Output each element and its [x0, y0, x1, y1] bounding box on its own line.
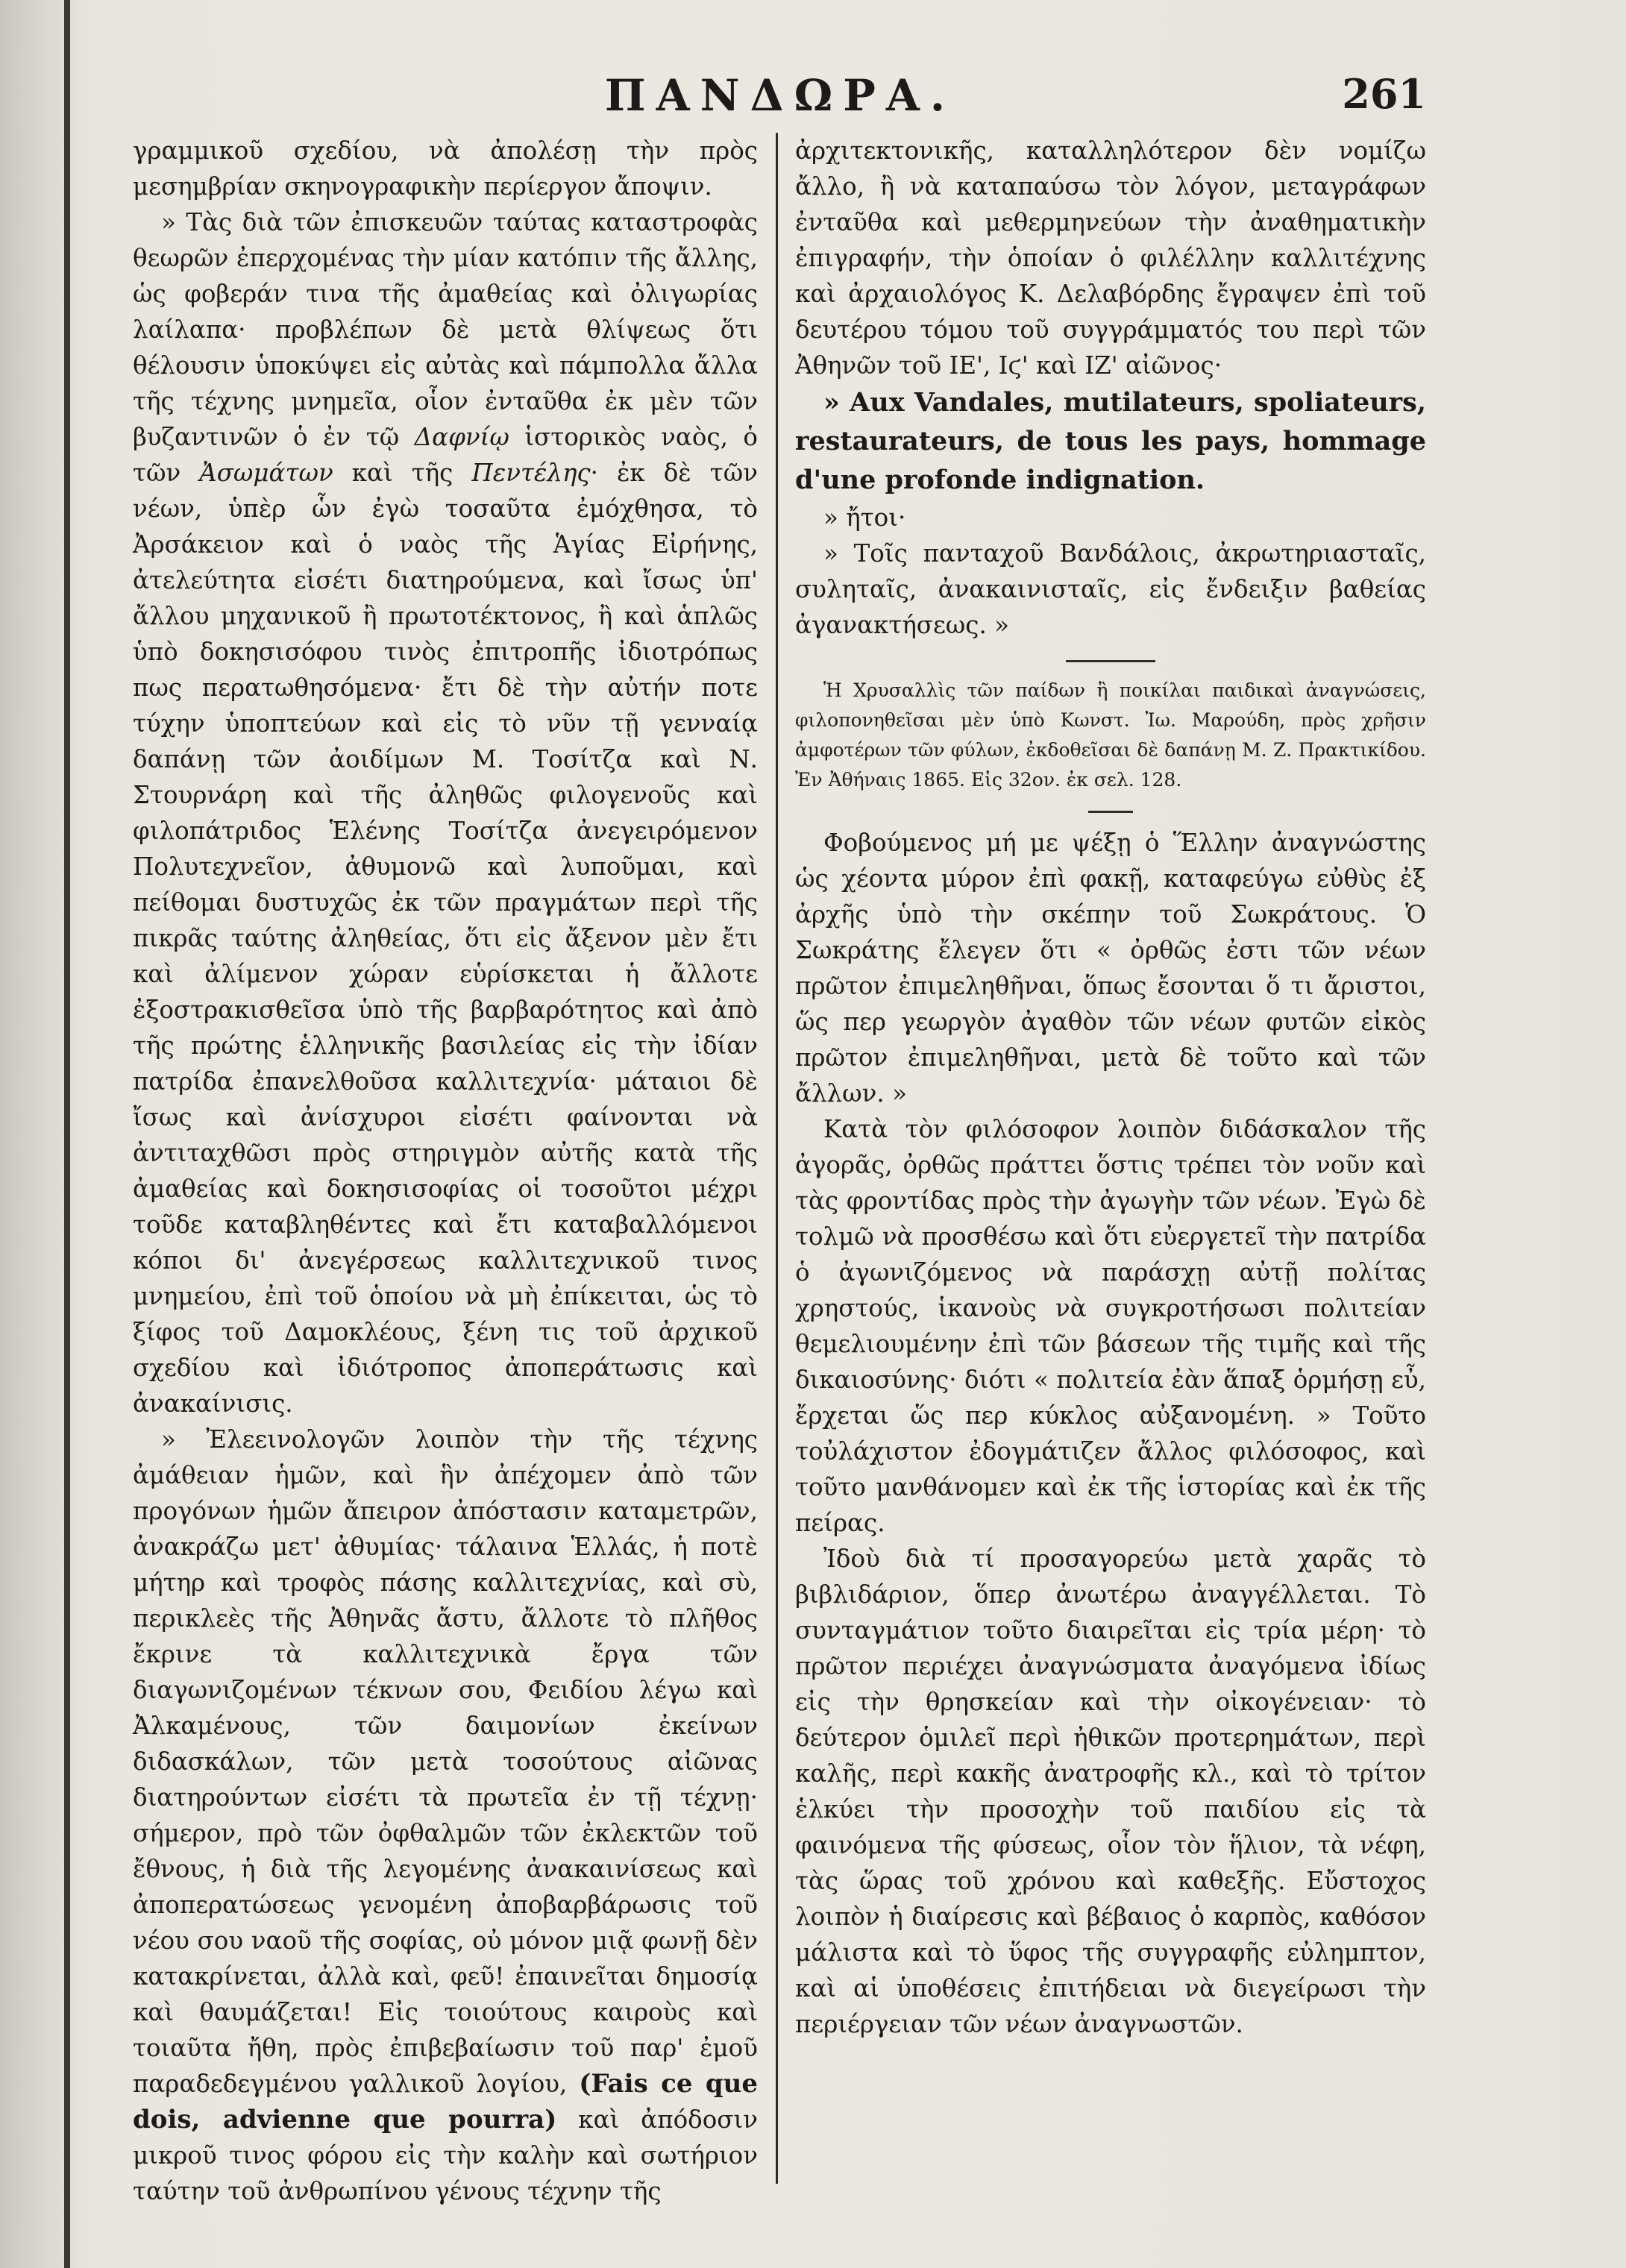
short-divider [795, 795, 1426, 825]
paragraph: ἀρχιτεκτονικῆς, καταλληλότερον δὲν νομίζω ἄλλο, ἢ νὰ καταπαύσω τὸν λόγον, μεταγράφων ἐνταῦθα καὶ μεθερμηνεύων τὴν ἀναθηματικὴν ἐπιγραφήν, τὴν ὁποίαν ὁ φιλέλλην καλλιτέχνης καὶ ἀρχαιολόγος Κ. Δελαβόρδης ἔγραψεν ἐπὶ τοῦ δευτέρου τόμου τοῦ συγγράμματός του περὶ τῶν Ἀθηνῶν τοῦ ΙΕ', Ιϛ' καὶ ΙΖ' αἰῶνος· [795, 136, 1426, 380]
place-name-italic: Ἀσωμάτων [199, 459, 333, 487]
divider-line [1066, 660, 1155, 662]
paragraph: » ἤτοι· [823, 503, 906, 532]
text-run: καὶ τῆς [333, 459, 472, 487]
text-run: καὶ ἀπόδοσιν μικροῦ τινος φόρου εἰς τὴν καλὴν καὶ σωτήριον ταύτην τοῦ ἀνθρωπίνου γένους τέχνην τῆς [133, 2105, 758, 2205]
text-run: ἱστορικὸς ναὸς, ὁ τῶν [133, 423, 758, 487]
text-run: » Ἐλεεινολογῶν λοιπὸν τὴν τῆς τέχνης ἀμάθειαν ἡμῶν, καὶ ἣν ἀπέχομεν ἀπὸ τῶν προγόνων ἡμῶν ἄπειρον ἀπόστασιν καταμετρῶν, ἀνακράζω μετ' ἀθυμίας· τάλαινα Ἑλλάς, ἡ ποτὲ μήτηρ καὶ τροφὸς πάσης καλλιτεχνίας, καὶ σὺ, περικλεὲς τῆς Ἀθηνᾶς ἄστυ, ἄλλοτε τὸ πλῆθος ἔκρινε τὰ καλλιτεχνικὰ ἔργα τῶν διαγωνιζομένων τέκνων σου, Φειδίου λέγω καὶ Ἀλκαμένους, τῶν δαιμονίων ἐκείνων διδασκάλων, τῶν μετὰ τοσούτους αἰῶνας διατηρούντων εἰσέτι τὰ πρωτεῖα ἐν τῇ τέχνῃ· σήμερον, πρὸ τῶν ὀφθαλμῶν τῶν ἐκλεκτῶν τοῦ ἔθνους, ἡ διὰ τῆς λεγομένης ἀνακαινίσεως καὶ ἀποπερατώσεως γενομένη ἀποβαρβάρωσις τοῦ νέου σου ναοῦ τῆς σοφίας, οὐ μόνον μιᾷ φωνῇ δὲν κατακρίνεται, ἀλλὰ καὶ, φεῦ! ἐπαινεῖται δημοσίᾳ καὶ θαυμάζεται! Εἰς τοιούτους καιροὺς καὶ τοιαῦτα ἤθη, πρὸς ἐπιβεβαίωσιν τοῦ παρ' ἐμοῦ παραδεδεγμένου γαλλικοῦ λογίου, [133, 1425, 758, 2098]
paragraph: Φοβούμενος μή με ψέξῃ ὁ Ἕλλην ἀναγνώστης ὡς χέοντα μύρον ἐπὶ φακῇ, καταφεύγω εὐθὺς ἐξ ἀρχῆς ὑπὸ τὴν σκέπην τοῦ Σωκράτους. Ὁ Σωκράτης ἔλεγεν ὅτι « ὀρθῶς ἐστι τῶν νέων πρῶτον ἐπιμεληθῆναι, ὅπως ἔσονται ὅ τι ἄριστοι, ὥς περ γεωργὸν ἀγαθὸν τῶν νέων φυτῶν εἰκὸς πρῶτον ἐπιμεληθῆναι, μετὰ δὲ τοῦτο καὶ τῶν ἄλλων. » [795, 829, 1426, 1108]
divider-line [1088, 811, 1133, 813]
paragraph: Κατὰ τὸν φιλόσοφον λοιπὸν διδάσκαλον τῆς ἀγορᾶς, ὀρθῶς πράττει ὅστις τρέπει τὸν νοῦν καὶ τὰς φροντίδας πρὸς τὴν ἀγωγὴν τῶν νέων. Ἐγὼ δὲ τολμῶ νὰ προσθέσω καὶ ὅτι εὐεργετεῖ τὴν πατρίδα ὁ ἀγωνιζόμενος νὰ παράσχῃ αὐτῇ πολίτας χρηστούς, ἱκανοὺς νὰ συγκροτήσωσι πολιτείαν θεμελιουμένην ἐπὶ τῶν βάσεων τῆς τιμῆς καὶ τῆς δικαιοσύνης· διότι « πολιτεία ἐὰν ἅπαξ ὁρμήσῃ εὖ, ἔρχεται ὥς περ κύκλος αὐξανομένη. » Τοῦτο τοὐλάχιστον ἐδογμάτιζεν ἄλλος φιλόσοφος, καὶ τοῦτο μανθάνομεν καὶ ἐκ τῆς ἱστορίας καὶ ἐκ τῆς πείρας. [795, 1115, 1426, 1537]
left-column [133, 133, 758, 2236]
right-column [795, 133, 1426, 2236]
binding-edge-line [64, 0, 70, 2268]
running-header [134, 66, 1426, 133]
bibliographic-entry: Ἡ Χρυσαλλὶς τῶν παίδων ἢ ποικίλαι παιδικαὶ ἀναγνώσεις, φιλοπονηθεῖσαι μὲν ὑπὸ Κωνστ. Ἰω. Μαρούδη, πρὸς χρῆσιν ἀμφοτέρων τῶν φύλων, ἐκδοθεῖσαι δὲ δαπάνῃ Μ. Ζ. Πρακτικίδου. Ἐν Ἀθήναις 1865. Εἰς 32ον. ἐκ σελ. 128. [795, 679, 1426, 791]
paragraph: » Τοῖς πανταχοῦ Βανδάλοις, ἀκρωτηριασταῖς, συληταῖς, ἀνακαινισταῖς, εἰς ἔνδειξιν βαθείας ἀγανακτήσεως. » [795, 539, 1426, 639]
place-name-italic: Δαφνίῳ [414, 423, 509, 451]
page-number: 261 [1342, 70, 1426, 118]
paragraph: Ἰδοὺ διὰ τί προσαγορεύω μετὰ χαρᾶς τὸ βιβλιδάριον, ὅπερ ἀνωτέρω ἀναγγέλλεται. Τὸ συνταγμάτιον τοῦτο διαιρεῖται εἰς τρία μέρη· τὸ πρῶτον περιέχει ἀναγνώσματα ἀναγόμενα ἰδίως εἰς τὴν θρησκείαν καὶ τὴν οἰκογένειαν· τὸ δεύτερον ὁμιλεῖ περὶ ἠθικῶν προτερημάτων, περὶ καλῆς, περὶ κακῆς ἀνατροφῆς κλ., καὶ τὸ τρίτον ἑλκύει τὴν προσοχὴν τοῦ παιδίου εἰς τὰ φαινόμενα τῆς φύσεως, οἷον τὸν ἥλιον, τὰ νέφη, τὰς ὥρας τοῦ χρόνου καὶ καθεξῆς. Εὔστοχος λοιπὸν ἡ διαίρεσις καὶ βέβαιος ὁ καρπὸς, καθόσον μάλιστα καὶ τὸ ὕφος τῆς συγγραφῆς εὐλημπτον, καὶ αἱ ὑποθέσεις ἐπιτήδειαι νὰ διεγείρωσι τὴν περιέργειαν τῶν νέων ἀναγνωστῶν. [795, 1545, 1426, 2038]
paragraph [133, 204, 758, 1422]
text-run: » Τὰς διὰ τῶν ἐπισκευῶν ταύτας καταστροφὰς θεωρῶν ἐπερχομένας τὴν μίαν κατόπιν τῆς ἄλλης, ὡς φοβεράν τινα τῆς ἀμαθείας καὶ ὀλιγωρίας λαίλαπα· προβλέπων δὲ μετὰ θλίψεως ὅτι θέλουσιν ὑποκύψει εἰς αὐτὰς καὶ πάμπολλα ἄλλα τῆς τέχνης μνημεῖα, οἷον ἐνταῦθα ἐκ μὲν τῶν βυζαντινῶν ὁ ἐν τῷ [133, 208, 758, 451]
place-name-italic: Πεντέλης [471, 459, 591, 487]
paragraph [133, 1422, 758, 2209]
french-dedication: » Aux Vandales, mutilateurs, spoliateurs, restaurateurs, de tous les pays, hommage d'une profonde indignation. [795, 387, 1426, 495]
paragraph: γραμμικοῦ σχεδίου, νὰ ἀπολέσῃ τὴν πρὸς μεσημβρίαν σκηνογραφικὴν περίεργον ἄποψιν. [133, 136, 758, 201]
column-separator-rule [776, 133, 778, 2184]
journal-title: ΠΑΝΔΩΡΑ. [604, 70, 956, 121]
french-motto: (Fais ce que dois, advienne que pourra) [133, 2069, 758, 2135]
text-run: · ἐκ δὲ τῶν νέων, ὑπὲρ ὧν ἐγὼ τοσαῦτα ἐμόχθησα, τὸ Ἀρσάκειον καὶ ὁ ναὸς τῆς Ἁγίας Εἰρήνης, ἀτελεύτητα εἰσέτι διατηρούμενα, καὶ ἴσως ὑπ' ἄλλου μηχανικοῦ ἢ πρωτοτέκτονος, ἢ καὶ ἁπλῶς ὑπὸ δοκησισόφου τινὸς ἐπιτροπῆς ἰδιοτρόπως πως περατωθησόμενα· ἔτι δὲ τὴν αὐτήν ποτε τύχην ὑποπτεύων καὶ εἰς τὸ νῦν τῇ γενναίᾳ δαπάνῃ τῶν ἀοιδίμων Μ. Τοσίτζα καὶ Ν. Στουρνάρη καὶ τῆς ἀληθῶς φιλογενοῦς καὶ φιλοπάτριδος Ἑλένης Τοσίτζα ἀνεγειρόμενον Πολυτεχνεῖον, ἀθυμονῶ καὶ λυποῦμαι, καὶ πείθομαι δυστυχῶς ἐκ τῶν πραγμάτων περὶ τῆς πικρᾶς ταύτης ἀληθείας, ὅτι εἰς ἄξενον μὲν ἔτι καὶ ἀλίμενον χώραν εὑρίσκεται ἡ ἄλλοτε ἐξοστρακισθεῖσα ὑπὸ τῆς βαρβαρότητος καὶ ἀπὸ τῆς πρώτης ἑλληνικῆς βασιλείας εἰς τὴν ἰδίαν πατρίδα ἐπανελθοῦσα καλλιτεχνία· μάταιοι δὲ ἴσως καὶ ἀνίσχυροι εἰσέτι φαίνονται νὰ ἀντιταχθῶσι πρὸς στηριγμὸν αὐτῆς κατὰ τῆς ἀμαθείας καὶ δοκησισοφίας οἱ τοσοῦτοι μέχρι τοῦδε καταβληθέντες καὶ ἔτι καταβαλλόμενοι κόποι δι' ἀνεγέρσεως καλλιτεχνικοῦ τινος μνημείου, ἐπὶ τοῦ ὁποίου νὰ μὴ ἐπίκειται, ὡς τὸ ξίφος τοῦ Δαμοκλέους, ξένη τις τοῦ ἀρχικοῦ σχεδίου καὶ ἰδιότροπος ἀποπεράτωσις καὶ ἀνακαίνισις. [133, 459, 758, 1418]
ornamental-divider [795, 652, 1426, 667]
